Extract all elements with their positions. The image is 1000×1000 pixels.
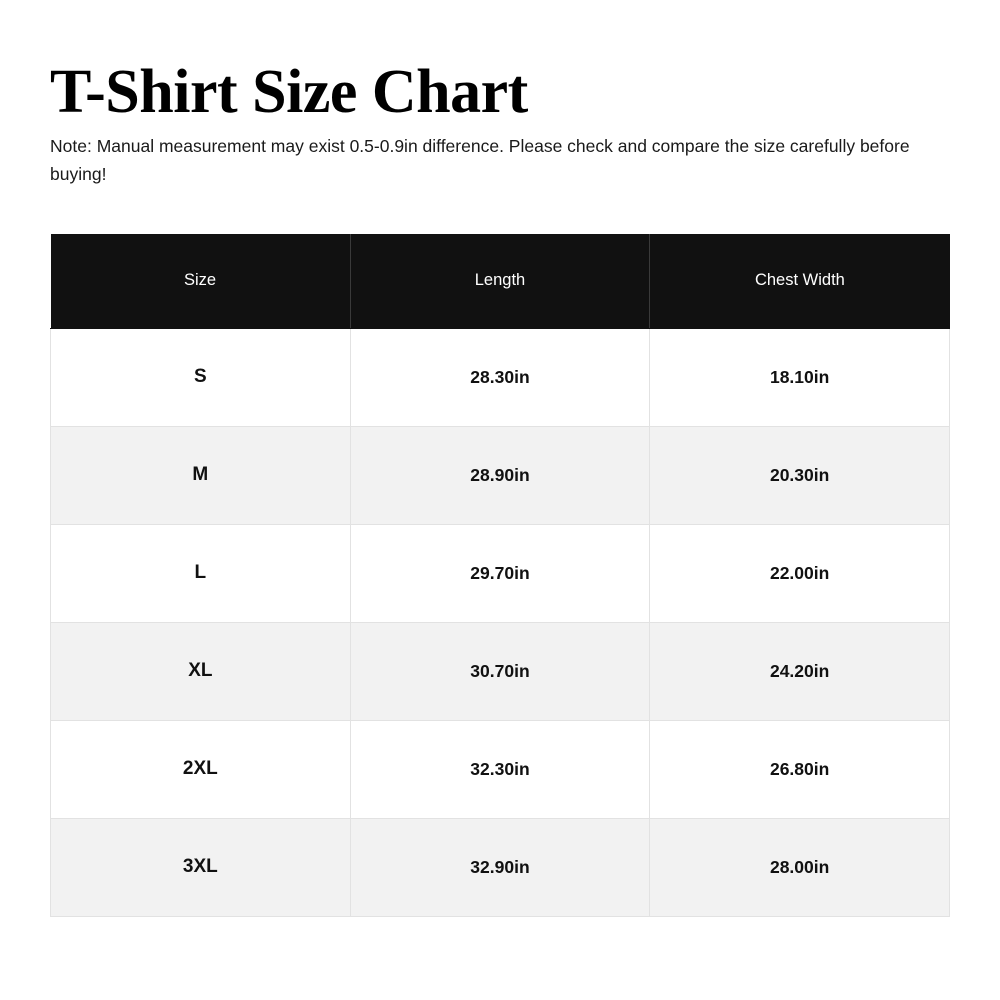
table-row	[51, 720, 950, 818]
cell-length: 32.90in	[350, 818, 650, 916]
cell-length: 28.30in	[350, 328, 650, 426]
cell-chest-width: 22.00in	[650, 524, 950, 622]
cell-size: M	[51, 426, 351, 524]
table-row	[51, 524, 950, 622]
column-header-size: Size	[51, 234, 351, 329]
cell-size: 2XL	[51, 720, 351, 818]
table-row	[51, 328, 950, 426]
cell-size: XL	[51, 622, 351, 720]
cell-chest-width: 20.30in	[650, 426, 950, 524]
cell-length: 30.70in	[350, 622, 650, 720]
cell-size: S	[51, 328, 351, 426]
page-title: T-Shirt Size Chart	[50, 58, 528, 126]
table-header-row	[51, 234, 950, 329]
cell-chest-width: 26.80in	[650, 720, 950, 818]
table-row	[51, 818, 950, 916]
size-table-container	[50, 234, 950, 917]
column-header-chest-width: Chest Width	[650, 234, 950, 329]
table-row	[51, 622, 950, 720]
table-header	[51, 234, 950, 329]
table-body	[51, 328, 950, 916]
cell-length: 29.70in	[350, 524, 650, 622]
cell-chest-width: 18.10in	[650, 328, 950, 426]
cell-length: 28.90in	[350, 426, 650, 524]
column-header-length: Length	[350, 234, 650, 329]
cell-chest-width: 24.20in	[650, 622, 950, 720]
cell-size: L	[51, 524, 351, 622]
size-chart-table	[50, 234, 950, 917]
cell-chest-width: 28.00in	[650, 818, 950, 916]
cell-length: 32.30in	[350, 720, 650, 818]
cell-size: 3XL	[51, 818, 351, 916]
measurement-note: Note: Manual measurement may exist 0.5-0.9in difference. Please check and compare the size carefully before buying!	[50, 136, 910, 184]
table-row	[51, 426, 950, 524]
